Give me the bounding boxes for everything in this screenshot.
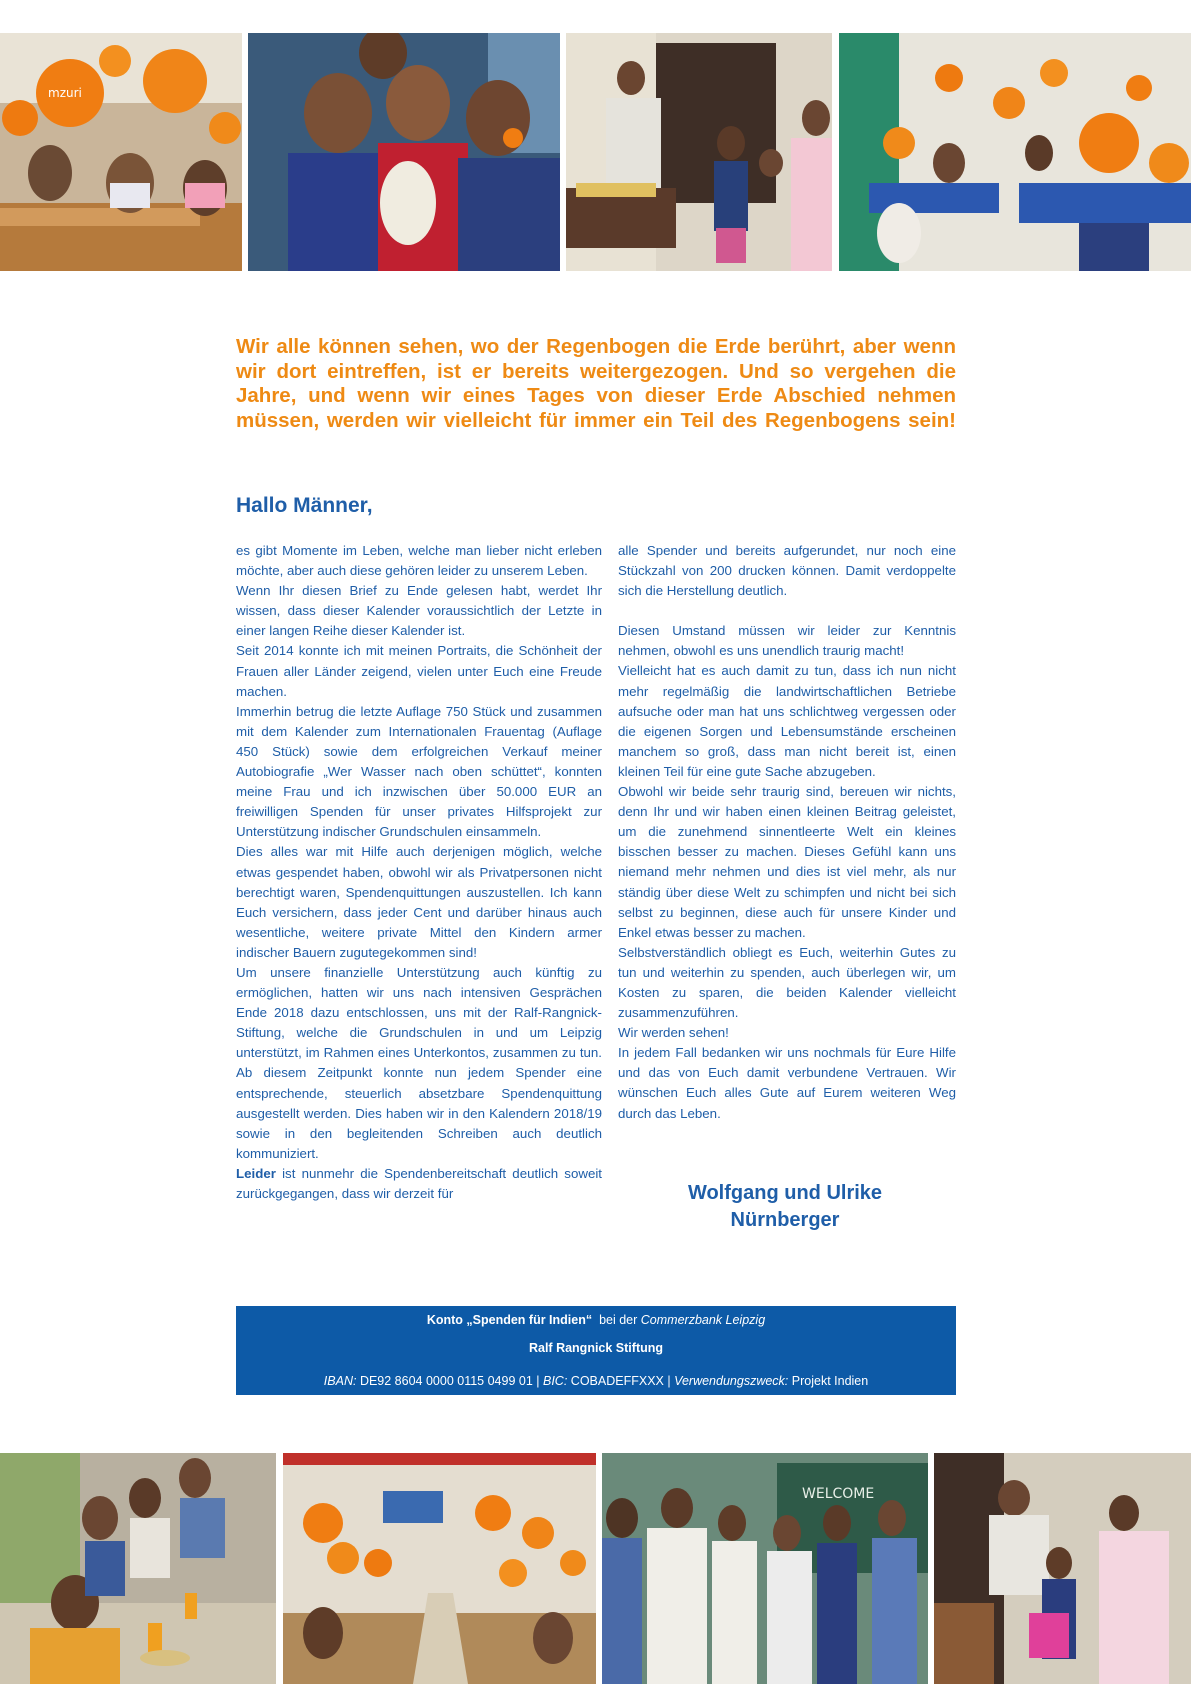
iban-label: IBAN: [323,1374,357,1388]
bottom-photo-strip [0,1453,1191,1684]
balloon-logo-text: mzuri [48,86,82,100]
bank-details-line [236,1374,956,1388]
paragraph: Wir werden sehen! [618,1025,729,1041]
photo-classroom-balloons-2 [839,33,1191,271]
photo-welcome-board [602,1453,928,1684]
bank-account-line [236,1313,956,1327]
photo-classroom-balloons [0,33,242,271]
paragraph-last [236,1164,602,1204]
photo-children-toy [248,33,560,271]
separator: | [536,1374,540,1388]
purpose-value: Projekt Indien [791,1374,869,1388]
paragraph: Immerhin betrug die letzte Auflage 750 Stück und zusammen mit dem Kalender zum Internationalen Frauentag (Auflage 450 Stück) sowie dem erfolgreichen Verkauf meiner Autobiografie „Wer Wasser nach oben schüttet“, konnten meine Frau und ich inzwischen über 50.000 EUR an freiwilligen Spenden für unser privates Hilfsprojekt zur Unterstützung indischer Grundschulen einsammeln. [236,703,602,840]
letter-right-column [618,541,956,1124]
paragraph: Obwohl wir beide sehr traurig sind, bereuen wir nichts, denn Ihr und wir haben einen kleinen Beitrag geleistet, um die zunehmend sinnentleerte Welt ein kleines bisschen besser zu machen. Dieses Gefühl kann uns niemand mehr nehmen und dies ist viel mehr, als nur ständig über diese Welt zu schimpfen und nicht bei sich selbst zu beginnen, diese auch für unsere Kinder und Enkel etwas besser zu machen. [618,784,956,940]
bank-info-box [236,1306,956,1395]
paragraph-spacer [618,601,956,621]
letter-left-column [236,541,602,1204]
photo-school-handout [566,33,832,271]
photo-classroom-hall [283,1453,596,1684]
signature: Wolfgang und Ulrike Nürnberger [687,1182,883,1231]
photo-children-eating [0,1453,276,1684]
paragraph: alle Spender und bereits aufgerundet, nur noch eine Stückzahl von 200 drucken können. Damit verdoppelte sich die Herstellung deutlich. [618,543,956,599]
paragraph: Um unsere finanzielle Unterstützung auch künftig zu ermöglichen, hatten wir uns nach intensiven Gesprächen Ende 2018 dazu entschlossen, uns mit der Ralf-Rangnick-Stiftung, welche die Grundschulen in und um Leipzig unterstützt, im Rahmen eines Unterkontos, zusammen zu tun. Ab diesem Zeitpunkt konnte nun jedem Spender eine entsprechende, steuerlich absetzbare Spendenquittung ausgestellt werden. Dies haben wir in den Kalendern 2018/19 sowie in den begleitenden Schreiben auch deutlich kommuniziert. [236,964,602,1161]
paragraph: In jedem Fall bedanken wir uns nochmals für Eure Hilfe und das von Euch damit verbundene Vertrauen. Wir wünschen Euch alles Gute auf Eurem weiteren Weg durch das Leben. [618,1045,956,1121]
bank-name: Commerzbank Leipzig [640,1313,766,1327]
iban-value: DE92 8604 0000 0115 0499 01 [359,1374,533,1388]
paragraph: Selbstverständlich obliegt es Euch, weiterhin Gutes zu tun und weiterhin zu spenden, auch überlegen wir, um Kosten zu sparen, die beiden Kalender vielleicht zusammenzuführen. [618,944,956,1021]
bic-value: COBADEFFXXX [570,1374,664,1388]
paragraph-lead-word: Leider [236,1165,276,1181]
paragraph: Seit 2014 konnte ich mit meinen Portraits, die Schönheit der Frauen aller Länder zeigend, vielen unter Euch eine Freude machen. [236,643,602,699]
bic-label: BIC: [543,1374,568,1388]
purpose-label: Verwendungszweck: [674,1374,789,1388]
paragraph: Dies alles war mit Hilfe auch derjenigen möglich, welche etwas gespendet haben, obwohl wir als Privatpersonen nicht berechtigt waren, Spendenquittungen auszustellen. Ich kann Euch versichern, dass jeder Cent und darüber hinaus auch wesentliche, weitere private Mittel den Kindern armer indischer Bauern zugutegekommen sind! [236,844,602,960]
top-photo-strip [0,33,1191,271]
paragraph-rest: ist nunmehr die Spendenbereitschaft deutlich soweit zurückgegangen, dass wir derzeit für [236,1165,602,1201]
separator: | [667,1374,671,1388]
quote-text: Wir alle können sehen, wo der Regenbogen die Erde berührt, aber wenn wir dort eintreffen, ist er bereits weitergezogen. Und so vergehen die Jahre, und wenn wir eines Tages von dieser Erde Abschied nehmen müssen, werden wir vielleicht für immer ein Teil des Regenbogens sein! [236,335,956,432]
paragraph: Wenn Ihr diesen Brief zu Ende gelesen habt, werdet Ihr wissen, dass dieser Kalender voraussichtlich der Letzte in einer langen Reihe dieser Kalender ist. [236,583,602,639]
paragraph: Vielleicht hat es auch damit zu tun, dass ich nun nicht mehr regelmäßig die landwirtschaftlichen Betriebe aufsuche oder man hat uns schlichtweg vergessen oder die eigenen Sorgen und Lebensumstände erscheinen manchem so groß, dass man nicht bereit ist, einen kleinen Teil für eine gute Sache abzugeben. [618,663,956,779]
greeting-heading: Hallo Männer, [236,494,373,517]
paragraph: es gibt Momente im Leben, welche man lieber nicht erleben möchte, aber auch diese gehören leider zu unserem Leben. [236,543,602,579]
foundation-name: Ralf Rangnick Stiftung [528,1341,664,1355]
paragraph: Diesen Umstand müssen wir leider zur Kenntnis nehmen, obwohl es uns unendlich traurig macht! [618,623,956,659]
account-label: Konto „Spenden für Indien“ [426,1313,593,1327]
photo-gift-handout [934,1453,1191,1684]
bank-prefix: bei der [599,1313,638,1327]
svg-text:WELCOME: WELCOME [802,1486,875,1502]
